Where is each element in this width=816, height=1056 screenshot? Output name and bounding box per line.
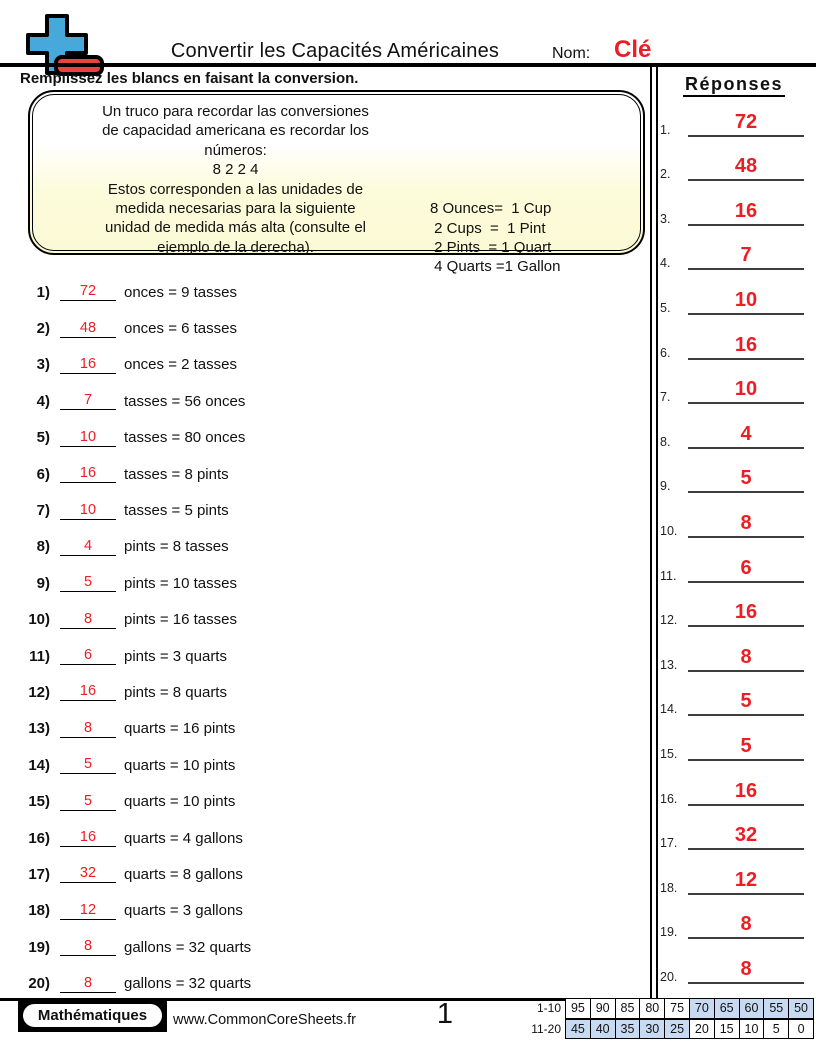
problem-text: gallons = 32 quarts — [124, 938, 252, 956]
answer-value: 8 — [688, 957, 804, 984]
answer-number: 5. — [660, 300, 671, 315]
hint-line: unidad de medida más alta (consulte el — [105, 219, 366, 237]
problem-answer-blank: 16 — [60, 465, 116, 483]
problem-text: quarts = 10 pints — [124, 756, 236, 774]
problem-answer-blank: 16 — [60, 829, 116, 847]
problem-row — [18, 893, 618, 929]
answer-value: 32 — [688, 823, 804, 850]
answer-number: 1. — [660, 122, 671, 137]
answer-value: 8 — [688, 511, 804, 538]
grading-cell: 70 — [689, 999, 714, 1019]
header-rule — [0, 63, 816, 67]
answer-number: 18. — [660, 880, 678, 895]
answer-row — [660, 672, 810, 717]
conversion-fact-line: 4 Quarts =1 Gallon — [430, 258, 561, 276]
answer-number: 16. — [660, 791, 678, 806]
answer-value: 5 — [688, 689, 804, 716]
grading-cell: 60 — [739, 999, 764, 1019]
instruction-text: Remplissez les blancs en faisant la conversion. — [20, 70, 359, 87]
problem-answer-blank: 16 — [60, 356, 116, 374]
brand-badge — [18, 999, 167, 1032]
hint-line: de capacidad americana es recordar los — [102, 122, 369, 140]
grading-cells-2 — [565, 1019, 814, 1040]
problem-row — [18, 310, 618, 346]
hint-line: Estos corresponden a las unidades de — [107, 180, 364, 198]
problem-answer-blank: 8 — [60, 975, 116, 993]
answer-row — [660, 404, 810, 449]
website-url: www.CommonCoreSheets.fr — [173, 1012, 356, 1028]
grading-cell: 15 — [714, 1019, 739, 1039]
problem-number: 12) — [28, 683, 50, 701]
answer-number: 11. — [660, 568, 677, 583]
grading-cell: 30 — [640, 1019, 665, 1039]
problem-row — [18, 711, 618, 747]
answer-row — [660, 226, 810, 271]
answer-row — [660, 137, 810, 182]
problem-text: pints = 8 tasses — [124, 538, 229, 556]
answer-number: 14. — [660, 702, 678, 717]
answer-number: 17. — [660, 836, 678, 851]
problem-answer-blank: 10 — [60, 429, 116, 447]
grading-cell: 0 — [789, 1019, 814, 1039]
problem-text: quarts = 8 gallons — [124, 865, 243, 883]
answer-row — [660, 716, 810, 761]
problem-row — [18, 674, 618, 710]
answer-value: 6 — [688, 556, 804, 583]
answer-value: 16 — [688, 199, 804, 226]
answer-value: 48 — [688, 154, 804, 181]
problem-answer-blank: 5 — [60, 793, 116, 811]
problem-number: 4) — [36, 392, 50, 410]
answer-value: 5 — [688, 734, 804, 761]
problem-row — [18, 965, 618, 1001]
problem-answer-blank: 32 — [60, 865, 116, 883]
problem-number: 13) — [28, 720, 50, 738]
problem-answer-blank: 8 — [60, 938, 116, 956]
answer-number: 2. — [660, 167, 671, 182]
hint-box-inner — [32, 94, 641, 276]
problem-text: quarts = 3 gallons — [124, 902, 243, 920]
grading-cell: 65 — [714, 999, 739, 1019]
problem-answer-blank: 72 — [60, 283, 116, 301]
hint-box — [28, 90, 645, 276]
answer-value: 16 — [688, 333, 804, 360]
answer-number: 12. — [660, 613, 678, 628]
problem-answer-blank: 10 — [60, 502, 116, 520]
problem-answer-blank: 8 — [60, 720, 116, 738]
answer-value: 5 — [688, 466, 804, 493]
problem-row — [18, 638, 618, 674]
problem-row — [18, 383, 618, 419]
problem-text: pints = 16 tasses — [124, 611, 237, 629]
answer-value: 16 — [688, 779, 804, 806]
hint-text — [43, 102, 428, 257]
answer-number: 15. — [660, 746, 678, 761]
conversion-fact-line: 8 Ounces= 1 Cup — [430, 200, 552, 218]
grading-table — [528, 998, 814, 1039]
grading-cell: 20 — [689, 1019, 714, 1039]
answer-row — [660, 806, 810, 851]
problem-number: 19) — [28, 938, 50, 956]
problem-answer-blank: 8 — [60, 611, 116, 629]
problem-number: 14) — [28, 756, 50, 774]
problem-row — [18, 420, 618, 456]
answer-value: 8 — [688, 912, 804, 939]
hint-line: medida necesarias para la siguiente — [115, 200, 356, 218]
conversion-facts — [430, 141, 561, 277]
problem-number: 15) — [28, 793, 50, 811]
problem-row — [18, 492, 618, 528]
problem-row — [18, 602, 618, 638]
problem-text: onces = 6 tasses — [124, 320, 237, 338]
problem-row — [18, 529, 618, 565]
answer-number: 13. — [660, 657, 678, 672]
problem-text: pints = 8 quarts — [124, 683, 227, 701]
problem-number: 6) — [36, 465, 50, 483]
problem-row — [18, 820, 618, 856]
problem-list — [18, 274, 618, 1002]
problem-number: 11) — [29, 647, 50, 665]
grading-cell: 40 — [590, 1019, 615, 1039]
problem-text: pints = 10 tasses — [124, 574, 237, 592]
brand-label: Mathématiques — [21, 1002, 164, 1029]
answer-row — [660, 181, 810, 226]
answer-row — [660, 895, 810, 940]
answer-value: 10 — [688, 288, 804, 315]
problem-number: 7) — [36, 502, 50, 520]
problem-answer-blank: 5 — [60, 756, 116, 774]
problem-answer-blank: 16 — [60, 683, 116, 701]
answer-number: 19. — [660, 925, 678, 940]
problem-answer-blank: 6 — [60, 647, 116, 665]
problem-number: 5) — [36, 429, 50, 447]
sidebar-divider — [650, 67, 658, 999]
grading-cell: 45 — [566, 1019, 591, 1039]
answer-column — [660, 92, 810, 984]
grading-cell: 55 — [764, 999, 789, 1019]
problem-number: 20) — [28, 975, 50, 993]
problem-number: 10) — [28, 611, 50, 629]
answer-number: 9. — [660, 479, 671, 494]
grading-cell: 35 — [615, 1019, 640, 1039]
answer-row — [660, 850, 810, 895]
problem-text: pints = 3 quarts — [124, 647, 227, 665]
answers-header: Réponses — [660, 74, 808, 95]
problem-row — [18, 274, 618, 310]
problem-number: 2) — [36, 320, 50, 338]
grading-cell: 80 — [640, 999, 665, 1019]
grading-row-2 — [528, 1019, 814, 1040]
problem-row — [18, 565, 618, 601]
answer-value: 72 — [688, 110, 804, 137]
name-value-key: Clé — [614, 36, 652, 63]
grading-cell: 10 — [739, 1019, 764, 1039]
problem-text: quarts = 16 pints — [124, 720, 236, 738]
problem-answer-blank: 12 — [60, 902, 116, 920]
problem-text: quarts = 4 gallons — [124, 829, 243, 847]
problem-answer-blank: 48 — [60, 320, 116, 338]
problem-text: onces = 9 tasses — [124, 283, 237, 301]
hint-line: 8 2 2 4 — [212, 161, 259, 179]
conversion-fact-line: 2 Pints = 1 Quart — [430, 239, 552, 257]
name-label: Nom: — [552, 45, 591, 62]
grading-cells-1 — [565, 998, 814, 1019]
answer-number: 6. — [660, 345, 671, 360]
answer-row — [660, 627, 810, 672]
problem-number: 9) — [36, 574, 50, 592]
problem-number: 8) — [36, 538, 50, 556]
problem-text: onces = 2 tasses — [124, 356, 237, 374]
answer-value: 16 — [688, 600, 804, 627]
hint-line: Un truco para recordar las conversiones — [102, 103, 369, 120]
problem-row — [18, 347, 618, 383]
problem-number: 3) — [36, 356, 50, 374]
problem-number: 1) — [36, 283, 50, 301]
grading-cell: 25 — [665, 1019, 690, 1039]
hint-line: ejemplo de la derecha). — [157, 238, 314, 256]
page-number: 1 — [436, 998, 454, 1030]
answer-number: 8. — [660, 434, 671, 449]
grading-cell: 5 — [764, 1019, 789, 1039]
answer-row — [660, 360, 810, 405]
problem-answer-blank: 7 — [60, 392, 116, 410]
answer-row — [660, 583, 810, 628]
problem-text: gallons = 32 quarts — [124, 975, 252, 993]
grading-row-label: 11-20 — [531, 1021, 561, 1036]
answer-value: 4 — [688, 422, 804, 449]
problem-row — [18, 929, 618, 965]
problem-row — [18, 747, 618, 783]
grading-row-1 — [528, 998, 814, 1019]
problem-text: tasses = 5 pints — [124, 502, 229, 520]
answer-value: 8 — [688, 645, 804, 672]
answer-value: 12 — [688, 868, 804, 895]
hint-line: números: — [204, 141, 267, 159]
answer-value: 7 — [688, 243, 804, 270]
problem-text: quarts = 10 pints — [124, 793, 236, 811]
problem-number: 18) — [28, 902, 50, 920]
page-title: Convertir les Capacités Américaines — [170, 40, 500, 62]
grading-cell: 85 — [615, 999, 640, 1019]
problem-number: 17) — [28, 865, 50, 883]
answer-number: 4. — [660, 256, 671, 271]
problem-text: tasses = 8 pints — [124, 465, 229, 483]
grading-row-label: 1-10 — [536, 1001, 561, 1016]
answer-number: 10. — [660, 523, 678, 538]
grading-cell: 90 — [590, 999, 615, 1019]
answer-number: 20. — [660, 969, 678, 984]
answer-row — [660, 92, 810, 137]
answer-row — [660, 538, 810, 583]
grading-cell: 95 — [566, 999, 591, 1019]
problem-answer-blank: 4 — [60, 538, 116, 556]
answer-value: 10 — [688, 377, 804, 404]
answer-row — [660, 315, 810, 360]
problem-answer-blank: 5 — [60, 574, 116, 592]
grading-cell: 75 — [665, 999, 690, 1019]
problem-number: 16) — [28, 829, 50, 847]
answer-number: 7. — [660, 390, 671, 405]
problem-text: tasses = 80 onces — [124, 429, 246, 447]
problem-row — [18, 783, 618, 819]
plus-minus-logo-icon — [14, 12, 104, 78]
answer-row — [660, 270, 810, 315]
conversion-fact-line: 2 Cups = 1 Pint — [430, 219, 546, 237]
problem-text: tasses = 56 onces — [124, 392, 246, 410]
problem-row — [18, 856, 618, 892]
answer-row — [660, 939, 810, 984]
grading-cell: 50 — [789, 999, 814, 1019]
answer-row — [660, 493, 810, 538]
answer-row — [660, 449, 810, 494]
answer-row — [660, 761, 810, 806]
answer-number: 3. — [660, 211, 671, 226]
problem-row — [18, 456, 618, 492]
